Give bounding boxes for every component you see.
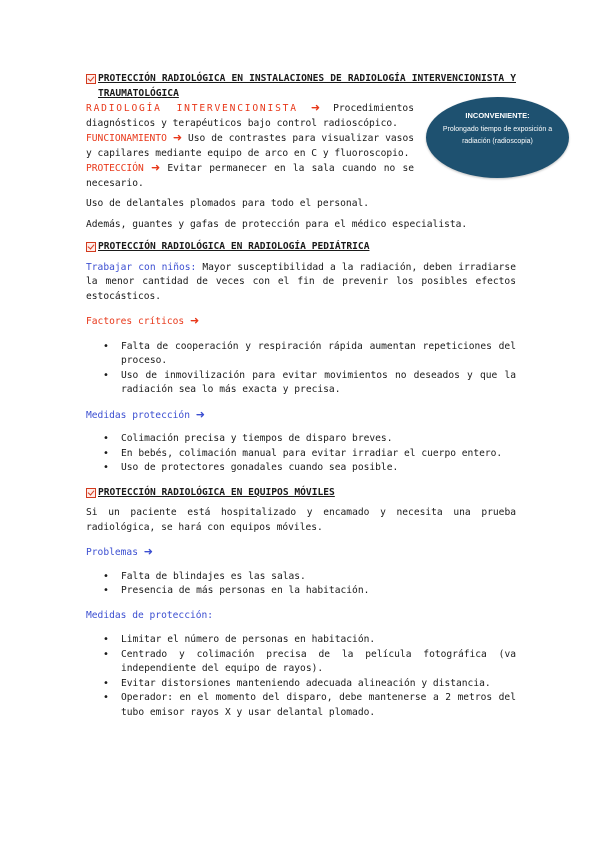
checkbox-icon	[86, 488, 96, 498]
arrow-right-icon: ➜	[189, 314, 200, 327]
label-funcionamiento: FUNCIONAMIENTO	[86, 133, 167, 144]
callout-text: Prolongado tiempo de exposición a radiación (radioscopia)	[442, 126, 553, 145]
list-item: • Colimación precisa y tiempos de disparo breves.	[86, 432, 516, 447]
guantes-paragraph: Además, guantes y gafas de protección para el médico especialista.	[86, 218, 468, 230]
list-item: • Falta de cooperación y respiración rápida aumentan repeticiones del proceso.	[86, 340, 516, 369]
problemas-list	[86, 570, 516, 599]
medidas-proteccion-heading: Medidas protección ➜	[86, 407, 205, 421]
arrow-right-icon: ➜	[143, 545, 153, 558]
factores-list	[86, 340, 516, 398]
arrow-right-icon: ➜	[172, 131, 183, 144]
section-title-pediatrica: PROTECCIÓN RADIOLÓGICA EN RADIOLOGÍA PEDIÁTRICA	[86, 240, 516, 255]
medidas-pediatrica-list	[86, 432, 516, 476]
ninos-paragraph: Trabajar con niños: Mayor susceptibilidad a la radiación, deben irradiarse la menor cantidad de veces con el fin de prevenir los posibles efectos estocásticos.	[86, 261, 516, 302]
label-trabajar-ninos: Trabajar con niños:	[86, 261, 197, 273]
medidas-moviles-heading: Medidas de protección:	[86, 609, 214, 621]
list-item: • Centrado y colimación precisa de la película fotográfica (va independiente del equipo de rayos).	[86, 648, 516, 677]
medidas-moviles-list	[86, 633, 516, 720]
list-item: • Presencia de más personas en la habitación.	[86, 584, 516, 599]
intro-block	[86, 101, 414, 191]
label-radiologia: RADIOLOGÍA INTERVENCIONISTA	[86, 103, 298, 114]
section-title-moviles: PROTECCIÓN RADIOLÓGICA EN EQUIPOS MÓVILES	[86, 486, 516, 501]
list-item: • Uso de inmovilización para evitar movimientos no deseados y que la radiación sea lo más exacta y precisa.	[86, 369, 516, 398]
definicion-paragraph: RADIOLOGÍA INTERVENCIONISTA ➜ Procedimientos diagnósticos y terapéuticos bajo control radioscópico.	[86, 101, 414, 129]
callout-heading: INCONVENIENTE:	[465, 111, 530, 120]
funcionamiento-paragraph: FUNCIONAMIENTO ➜ Uso de contrastes para visualizar vasos y capilares mediante equipo de arco en C y fluoroscopio.	[86, 131, 414, 159]
section-title-intervencionista: PROTECCIÓN RADIOLÓGICA EN INSTALACIONES DE RADIOLOGÍA INTERVENCIONISTA Y TRAUMATOLÓGICA	[86, 72, 516, 101]
proteccion-paragraph: PROTECCIÓN ➜ Evitar permanecer en la sala cuando no se necesario.	[86, 161, 414, 189]
checkbox-icon	[86, 74, 96, 84]
list-item: • Falta de blindajes es las salas.	[86, 570, 516, 585]
list-item: • Limitar el número de personas en habitación.	[86, 633, 516, 648]
document-body	[86, 72, 516, 720]
delantales-paragraph: Uso de delantales plomados para todo el personal.	[86, 198, 370, 209]
list-item: • Uso de protectores gonadales cuando sea posible.	[86, 461, 516, 476]
arrow-right-icon: ➜	[195, 407, 205, 421]
list-item: • En bebés, colimación manual para evitar irradiar el cuerpo entero.	[86, 447, 516, 462]
label-proteccion: PROTECCIÓN	[86, 163, 144, 174]
list-item: • Evitar distorsiones manteniendo adecuada alineación y distancia.	[86, 677, 516, 692]
factores-criticos-heading: Factores críticos ➜	[86, 314, 200, 327]
problemas-heading: Problemas ➜	[86, 545, 153, 558]
arrow-right-icon: ➜	[150, 161, 161, 174]
arrow-right-icon: ➜	[310, 101, 321, 114]
checkbox-icon	[86, 242, 96, 252]
moviles-intro-paragraph: Si un paciente está hospitalizado y encamado y necesita una prueba radiológica, se hará con equipos móviles.	[86, 507, 516, 533]
list-item: • Operador: en el momento del disparo, debe mantenerse a 2 metros del tubo emisor rayos X y usar delantal plomado.	[86, 691, 516, 720]
